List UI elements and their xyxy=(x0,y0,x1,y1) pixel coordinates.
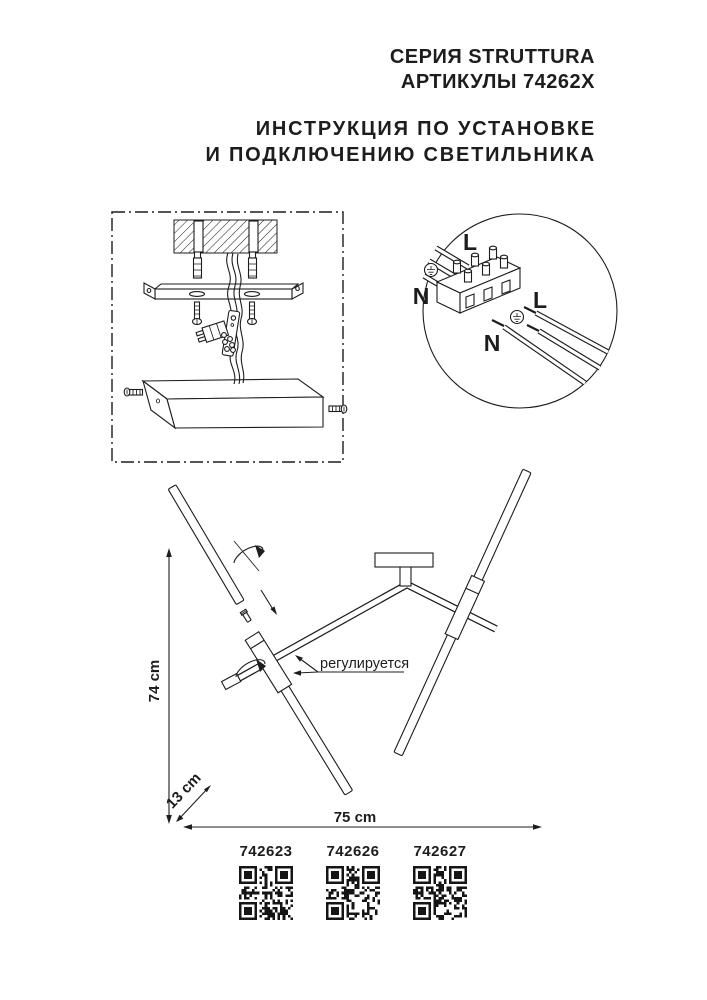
qr-code xyxy=(239,866,293,920)
offset-dimension-label: 13 cm xyxy=(162,769,205,813)
adjustable-callout xyxy=(293,655,409,676)
lamp-tube-lower-left xyxy=(280,685,352,795)
width-dimension-label: 75 cm xyxy=(333,809,377,826)
qr-item xyxy=(412,843,468,925)
article-number: 742623 xyxy=(239,843,293,860)
ceiling-hatch xyxy=(174,220,277,253)
live-label-left: L xyxy=(462,229,478,255)
set-screw xyxy=(240,609,252,623)
earth-ground-icon xyxy=(511,311,524,324)
wiring-detail xyxy=(413,214,617,408)
series-title: СЕРИЯ STRUTTURA xyxy=(389,46,595,68)
joint-sleeve-left xyxy=(245,632,291,693)
earth-ground-icon xyxy=(425,264,438,277)
neutral-label-right: N xyxy=(483,330,501,356)
lamp-tube-right xyxy=(392,468,534,757)
canopy-side-screw xyxy=(329,405,347,413)
fixture-wires xyxy=(492,307,608,383)
lamp-tube-detached xyxy=(168,485,244,605)
series-articles: АРТИКУЛЫ 74262X xyxy=(400,71,595,93)
article-number: 742627 xyxy=(413,843,467,860)
canopy-box xyxy=(143,379,323,428)
rotate-arrow-upper xyxy=(234,541,265,571)
bracket-screw xyxy=(193,302,202,325)
live-label-right: L xyxy=(532,287,548,313)
canopy-stem xyxy=(400,566,411,586)
fixture-drawing xyxy=(168,468,533,795)
qr-item xyxy=(238,843,294,925)
qr-item xyxy=(325,843,381,925)
terminal-assembly xyxy=(195,310,240,356)
height-dimension-label: 74 cm xyxy=(146,659,163,703)
qr-code xyxy=(326,866,380,920)
ceiling-plate xyxy=(375,553,433,567)
mounting-diagram xyxy=(112,212,347,462)
insert-arrow xyxy=(261,590,277,615)
instruction-title-line2: И ПОДКЛЮЧЕНИЮ СВЕТИЛЬНИКА xyxy=(205,144,596,166)
wall-anchor xyxy=(249,252,257,278)
bracket-screw xyxy=(248,302,257,325)
mounting-bracket xyxy=(144,283,303,299)
instruction-title-line1: ИНСТРУКЦИЯ ПО УСТАНОВКЕ xyxy=(255,118,596,140)
qr-code xyxy=(413,866,467,920)
joint-stub-end xyxy=(222,674,241,690)
adjustable-label: регулируется xyxy=(320,656,410,672)
wall-anchor xyxy=(194,252,202,278)
canopy-side-screw xyxy=(124,388,142,396)
neutral-label-left: N xyxy=(412,283,430,309)
article-number: 742626 xyxy=(326,843,380,860)
